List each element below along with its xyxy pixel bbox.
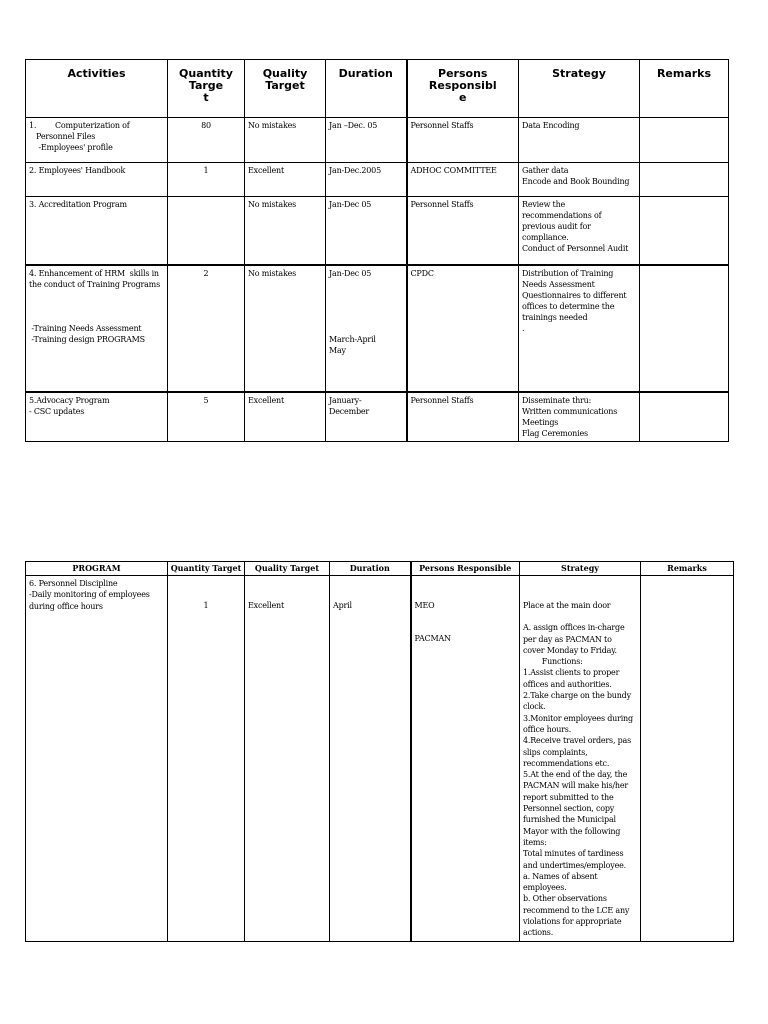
cell-duration: January- December [326,392,407,442]
table-row [26,392,729,442]
header-remarks: Remarks [641,562,734,576]
cell-persons: Personnel Staffs [407,392,519,442]
header-quality-target: Quality Target [245,562,330,576]
cell-quality: No mistakes [245,197,326,265]
cell-strategy: Review the recommendations of previous audit for compliance. Conduct of Personnel Audit [519,197,640,265]
header-program: PROGRAM [26,562,168,576]
cell-program: 6. Personnel Discipline -Daily monitoring of employees during office hours [26,576,168,942]
cell-strategy: Place at the main door A. assign offices in-charge per day as PACMAN to cover Monday to Friday. Functions: 1.Assist clients to proper offices and authorities. 2.Take charge on the bundy clock. 3.Monitor employees during office hours. 4.Receive travel orders, pas slips complaints, recommendations etc. 5.At the end of the day, the PACMAN will make his/her report submitted to the Personnel section, copy furnished the Municipal Mayor with the following items: Total minutes of tardiness and undertimes/employee. a. Names of absent employees. b. Other observations recommend to the LCE any violations for appropriate actions. [520,576,641,942]
cell-activity: 4. Enhancement of HRM skills in the conduct of Training Programs -Training Needs Assessment -Training design PROGRAMS [26,265,168,392]
cell-remarks [640,197,729,265]
cell-quantity: 5 [168,392,245,442]
cell-quantity [168,197,245,265]
cell-activity: 5.Advocacy Program - CSC updates [26,392,168,442]
header-quality-target: Quality Target [245,60,326,118]
cell-quality: No mistakes [245,265,326,392]
cell-remarks [640,392,729,442]
cell-quality: Excellent [245,576,330,942]
cell-quantity: 80 [168,118,245,163]
cell-quantity: 2 [168,265,245,392]
header-remarks: Remarks [640,60,729,118]
cell-quality: Excellent [245,392,326,442]
cell-duration: Jan –Dec. 05 [326,118,407,163]
header-duration: Duration [326,60,407,118]
cell-duration: Jan-Dec.2005 [326,163,407,197]
table-header-row [26,60,729,118]
cell-strategy: Data Encoding [519,118,640,163]
header-quantity-target: Quantity Target [168,562,245,576]
cell-remarks [640,265,729,392]
header-quantity-target: Quantity Targe t [168,60,245,118]
table-header-row [26,562,734,576]
cell-activity: 3. Accreditation Program [26,197,168,265]
cell-strategy: Distribution of Training Needs Assessment Questionnaires to different offices to determine the trainings needed . [519,265,640,392]
table-row [26,163,729,197]
activities-table-1 [25,59,729,442]
cell-persons: MEO PACMAN [411,576,520,942]
activities-table-2 [25,561,734,942]
header-activities: Activities [26,60,168,118]
cell-persons: Personnel Staffs [407,118,519,163]
cell-quantity: 1 [168,576,245,942]
cell-duration: April [330,576,411,942]
table-row [26,118,729,163]
cell-persons: Personnel Staffs [407,197,519,265]
cell-activity: 1. Computerization of Personnel Files -Employees' profile [26,118,168,163]
header-strategy: Strategy [519,60,640,118]
cell-activity: 2. Employees' Handbook [26,163,168,197]
cell-strategy: Gather data Encode and Book Bounding [519,163,640,197]
cell-quality: Excellent [245,163,326,197]
cell-remarks [640,118,729,163]
cell-quality: No mistakes [245,118,326,163]
table-row [26,576,734,942]
cell-persons: ADHOC COMMITTEE [407,163,519,197]
cell-remarks [640,163,729,197]
header-strategy: Strategy [520,562,641,576]
cell-persons: CPDC [407,265,519,392]
cell-quantity: 1 [168,163,245,197]
cell-remarks [641,576,734,942]
header-persons-responsible: Persons Responsible [411,562,520,576]
header-duration: Duration [330,562,411,576]
table-row [26,197,729,265]
cell-duration: Jan-Dec 05 March-April May [326,265,407,392]
cell-duration: Jan-Dec 05 [326,197,407,265]
table-row [26,265,729,392]
cell-strategy: Disseminate thru: Written communications Meetings Flag Ceremonies [519,392,640,442]
header-persons-responsible: Persons Responsibl e [407,60,519,118]
